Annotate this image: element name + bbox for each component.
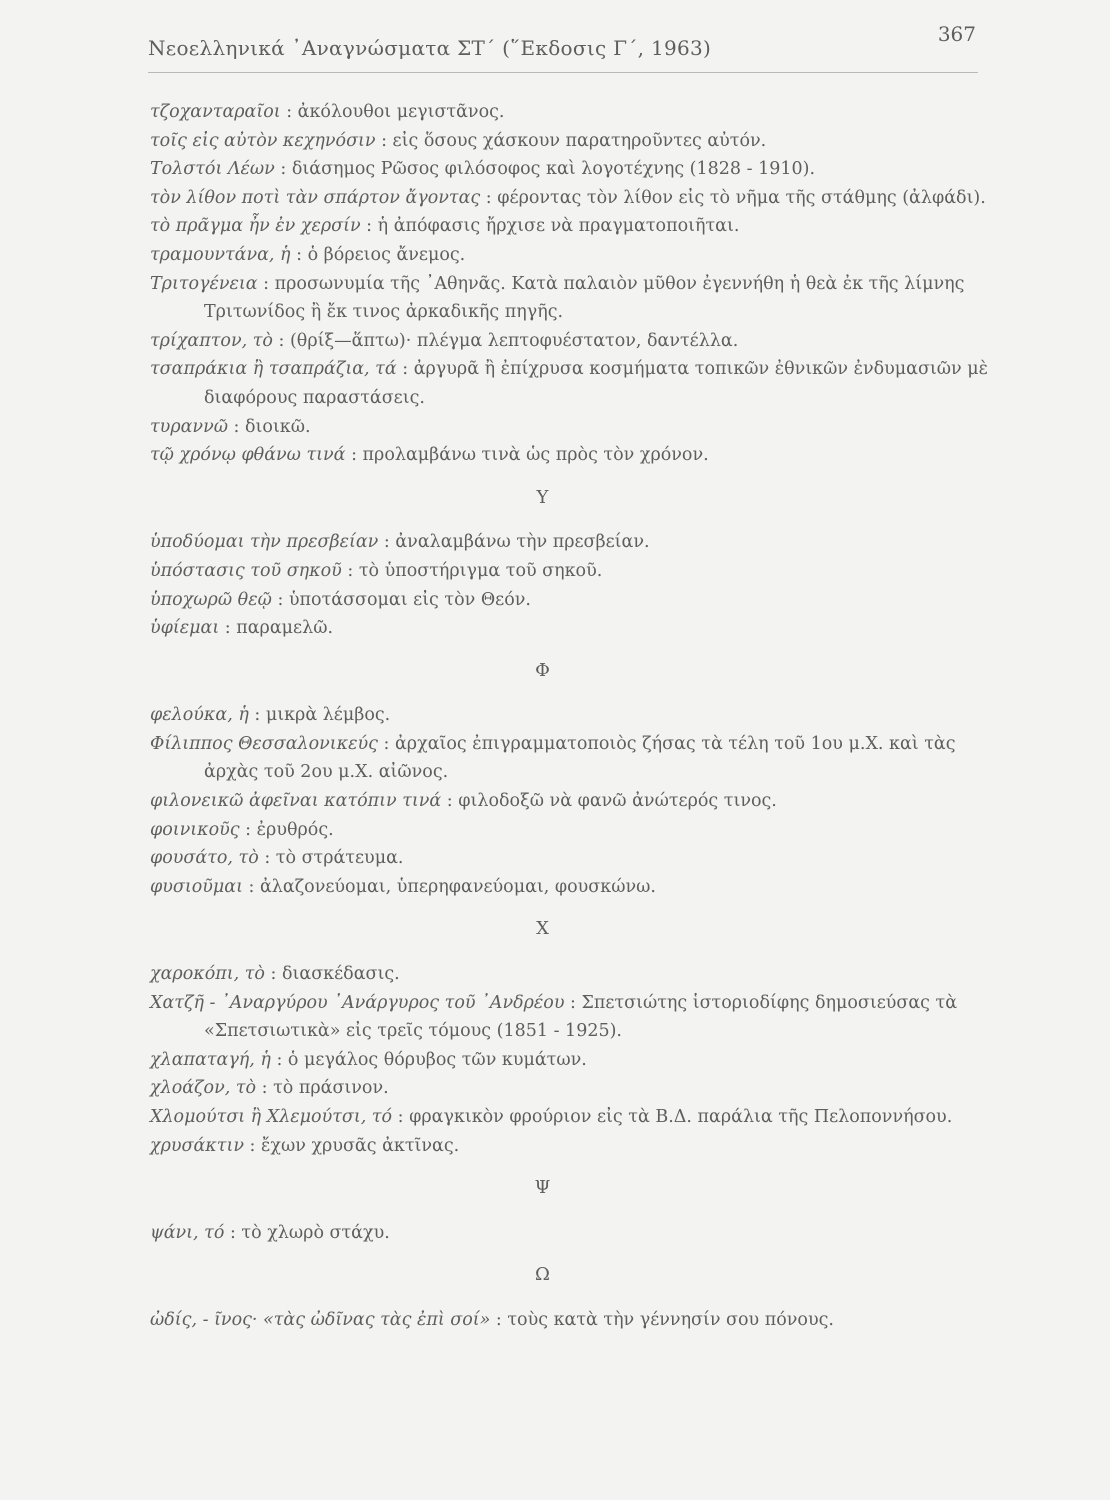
glossary-entry [150,1103,990,1132]
entry-term: τοῖς εἰς αὐτὸν κεχηνόσιν [150,130,376,151]
entry-definition: τοὺς κατὰ τὴν γέννησίν σου πόνους. [507,1309,834,1330]
entry-definition: διάσημος Ρῶσος φιλόσοφος καὶ λογοτέχνης (1828 - 1910). [291,159,816,180]
entry-separator: : [224,1222,242,1243]
entry-definition: τὸ στράτευμα. [275,848,404,869]
entry-separator: : [219,618,237,639]
entry-term: τρίχαπτον, τὸ [150,330,273,351]
entry-separator: : [564,992,582,1013]
entry-term: χλοάζον, τὸ [150,1078,257,1099]
entry-definition: ἔχων χρυσᾶς ἀκτῖνας. [260,1135,460,1156]
glossary-entry [150,557,990,586]
entry-term: χλαπαταγή, ἡ [150,1049,271,1070]
entry-term: τραμουντάνα, ἡ [150,244,291,265]
glossary-entry [150,127,990,156]
entry-term: φιλονεικῶ ἀφεῖναι κατόπιν τινά [150,791,442,812]
entry-separator: : [272,330,290,351]
entry-separator: : [242,876,260,897]
entry-definition: προλαμβάνω τινὰ ὡς πρὸς τὸν χρόνον. [362,445,709,466]
section-letter: Χ [536,918,550,940]
entry-separator: : [345,445,363,466]
page-number: 367 [937,22,976,46]
entry-separator: : [264,964,282,985]
entry-term: Τολστόι Λέων [150,159,275,180]
glossary-entry [150,816,990,845]
glossary-entry [150,1046,990,1075]
entry-term: φελούκα, ἡ [150,705,249,726]
entry-definition: ἀναλαμβάνω τὴν πρεσβείαν. [395,532,650,553]
section-letter: Ψ [534,1177,552,1199]
entry-separator: : [271,589,289,610]
entry-separator: : [256,1078,274,1099]
entry-separator: : [280,102,298,122]
entry-definition: φέροντας τὸν λίθον εἰς τὸ νῆμα τῆς στάθμης (ἀλφάδι). [497,187,986,208]
entry-separator: : [360,216,378,237]
entry-separator: : [270,1049,288,1070]
entry-term: τσαπράκια ἢ τσαπράζια, τά [150,359,397,380]
entry-separator: : [377,733,395,754]
glossary-entry [150,873,990,902]
glossary-entry [150,1132,990,1161]
entry-definition: τὸ ὑποστήριγμα τοῦ σηκοῦ. [358,560,603,581]
glossary-entry [150,413,990,442]
entry-term: Χατζῆ - ᾽Αναργύρου ᾽Ανάργυρος τοῦ ᾽Ανδρέου [150,992,565,1013]
entry-term: ὠδίς, - ῖνος· «τὰς ὠδῖνας τὰς ἐπὶ σοί» [150,1309,491,1330]
entry-definition: Σπετσιώτης ἱστοριοδίφης δημοσιεύσας τὰ «Σπετσιωτικὰ» εἰς τρεῖς τόμους (1851 - 1925). [204,992,958,1042]
entry-definition: ὑποτάσσομαι εἰς τὸν Θεόν. [288,589,531,610]
entry-term: χαροκόπι, τὸ [150,964,265,985]
entry-term: τὸν λίθον ποτὶ τὰν σπάρτον ἄγοντας [150,187,481,208]
entry-definition: μικρὰ λέμβος. [265,705,391,726]
entry-term: φυσιοῦμαι [150,876,243,897]
entry-separator: : [257,273,275,294]
section-letter: Φ [535,659,551,681]
entry-separator: : [341,560,359,581]
glossary-entry [150,730,990,787]
glossary-entry [150,241,990,270]
glossary-entry [150,614,990,643]
entry-term: Φίλιππος Θεσσαλονικεύς [150,733,378,754]
entry-separator: : [258,848,276,869]
entry-separator: : [290,244,308,265]
entry-definition: φραγκικὸν φρούριον εἰς τὰ Β.Δ. παράλια τῆς Πελοποννήσου. [409,1107,953,1127]
section-letter: Ω [535,1264,551,1286]
entry-definition: ἀκόλουθοι μεγιστᾶνος. [297,102,505,122]
entry-term: τζοχανταραῖοι [150,102,281,122]
glossary-entry [150,989,990,1046]
entry-separator: : [227,416,246,437]
entry-definition: ἀλαζονεύομαι, ὑπερηφανεύομαι, φουσκώνω. [259,876,656,897]
glossary-entry [150,1306,990,1335]
entry-term: Χλομούτσι ἢ Χλεμούτσι, τό [150,1107,393,1127]
glossary-entry [150,701,990,730]
glossary [150,98,990,1335]
entry-definition: ἀρχαῖος ἐπιγραμματοποιὸς ζήσας τὰ τέλη τοῦ 1ου μ.Χ. καὶ τὰς ἀρχὰς τοῦ 2ου μ.Χ. αἰῶνος. [204,733,956,783]
glossary-entry [150,586,990,615]
entry-term: ὑποχωρῶ θεῷ [150,589,272,610]
glossary-entry [150,98,990,127]
entry-term: φουσάτο, τὸ [150,848,259,869]
entry-term: τυραννῶ [150,416,228,437]
entry-separator: : [490,1309,508,1330]
entry-definition: τὸ χλωρὸ στάχυ. [241,1222,390,1243]
entry-definition: ἐρυθρός. [256,819,334,840]
entry-separator: : [274,159,292,180]
entry-term: ψάνι, τό [150,1222,225,1243]
glossary-entry [150,270,990,327]
glossary-entry [150,960,990,989]
entry-definition: ἡ ἀπόφασις ἤρχισε νὰ πραγματοποιῆται. [377,216,740,237]
entry-term: τὸ πρᾶγμα ἦν ἐν χερσίν [150,216,361,237]
entry-definition: διοικῶ. [245,416,311,437]
entry-definition: ὁ βόρειος ἄνεμος. [307,244,466,265]
entry-definition: (θρίξ—ἅπτω)· πλέγμα λεπτοφυέστατον, δαντέλλα. [289,330,739,351]
entry-definition: παραμελῶ. [236,618,334,639]
entry-separator: : [239,819,257,840]
entry-definition: φιλοδοξῶ νὰ φανῶ ἀνώτερός τινος. [458,791,777,812]
entry-term: φοινικοῦς [150,819,240,840]
glossary-entry [150,844,990,873]
glossary-entry [150,212,990,241]
entry-term: τῷ χρόνῳ φθάνω τινά [150,445,346,466]
entry-term: Τριτογένεια [150,273,258,294]
glossary-entry [150,184,990,213]
entry-separator: : [378,532,396,553]
entry-separator: : [480,187,498,208]
entry-term: χρυσάκτιν [150,1135,244,1156]
entry-separator: : [441,791,459,812]
entry-definition: τὸ πράσινον. [273,1078,389,1099]
entry-definition: εἰς ὅσους χάσκουν παρατηροῦντες αὐτόν. [392,130,767,151]
entry-term: ὑπόστασις τοῦ σηκοῦ [150,560,342,581]
glossary-entry [150,155,990,184]
glossary-entry [150,787,990,816]
entry-separator: : [396,359,414,380]
glossary-entry [150,1074,990,1103]
entry-term: ὑποδύομαι τὴν πρεσβείαν [150,532,379,553]
glossary-entry [150,528,990,557]
glossary-entry [150,441,990,470]
entry-definition: ὁ μεγάλος θόρυβος τῶν κυμάτων. [287,1049,587,1070]
entry-separator: : [248,705,266,726]
entry-definition: ἀργυρᾶ ἢ ἐπίχρυσα κοσμήματα τοπικῶν ἐθνικῶν ἐνδυμασιῶν μὲ διαφόρους παραστάσεις. [204,359,989,408]
entry-definition: διασκέδασις. [282,964,400,985]
glossary-entry [150,1219,990,1248]
glossary-entry [150,355,990,412]
entry-definition: προσωνυμία τῆς ᾽Αθηνᾶς. Κατὰ παλαιὸν μῦθον ἐγεννήθη ἡ θεὰ ἐκ τῆς λίμνης Τριτωνίδος ἢ ἔκ τινος ἀρκαδικῆς πηγῆς. [204,273,965,323]
running-title: Νεοελληνικά ᾽Αναγνώσματα ΣΤ΄ (῞Εκδοσις Γ΄, 1963) [148,36,712,60]
entry-separator: : [375,130,393,151]
page-header [148,22,978,73]
entry-separator: : [392,1107,410,1127]
entry-term: ὑφίεμαι [150,618,220,639]
glossary-entry [150,327,990,356]
section-letter: Υ [536,486,550,508]
entry-separator: : [243,1135,261,1156]
